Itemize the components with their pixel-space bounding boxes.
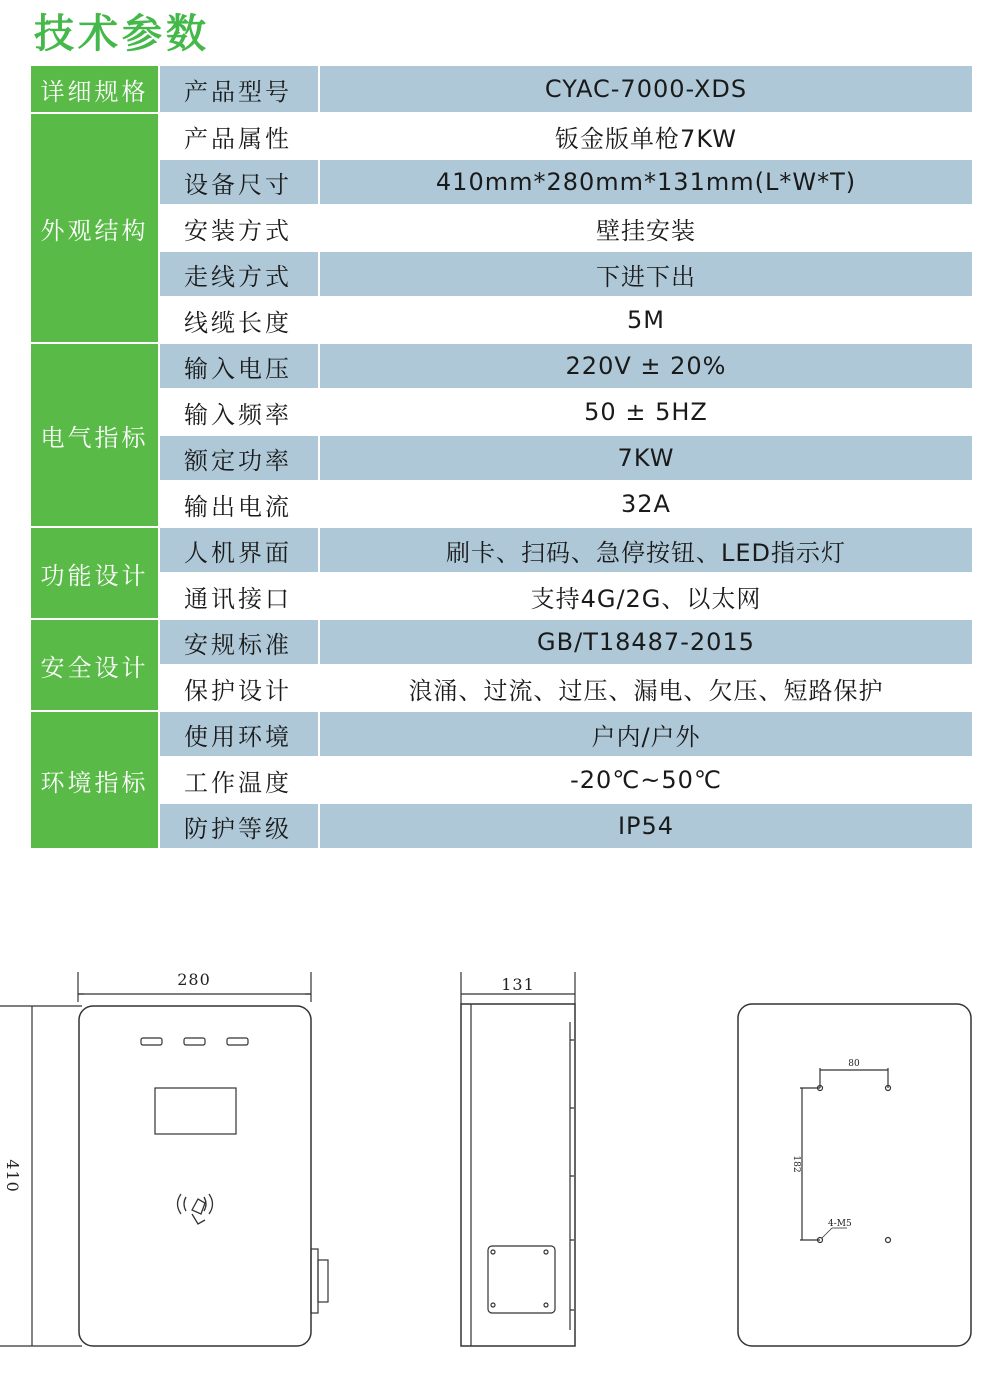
front-width-label: 280 [177,970,211,989]
param-label: 线缆长度 [159,297,319,343]
param-value: 410mm*280mm*131mm(L*W*T) [319,159,972,205]
param-label: 产品型号 [159,66,319,113]
category-cell: 电气指标 [31,343,159,527]
param-value: GB/T18487-2015 [319,619,972,665]
back-view [738,1004,971,1346]
table-row [31,343,972,389]
param-value: 壁挂安装 [319,205,972,251]
param-value: 7KW [319,435,972,481]
param-value: 下进下出 [319,251,972,297]
param-value: 钣金版单枪7KW [319,113,972,159]
side-view [461,972,575,1346]
mount-vertical-label: 182 [791,1155,801,1173]
param-label: 保护设计 [159,665,319,711]
table-row [31,665,972,711]
table-row [31,481,972,527]
param-value: 浪涌、过流、过压、漏电、欠压、短路保护 [319,665,972,711]
spec-table [31,66,972,848]
front-view [0,972,328,1346]
table-row [31,159,972,205]
table-row [31,803,972,848]
page-title: 技术参数 [34,11,210,57]
front-height-label: 410 [3,1159,22,1193]
dimension-drawings [0,940,1000,1373]
param-label: 走线方式 [159,251,319,297]
table-row [31,66,972,113]
param-value: 5M [319,297,972,343]
param-value: 50 ± 5HZ [319,389,972,435]
param-label: 设备尺寸 [159,159,319,205]
table-row [31,527,972,573]
param-label: 防护等级 [159,803,319,848]
param-value: IP54 [319,803,972,848]
table-row [31,757,972,803]
table-row [31,205,972,251]
param-value: 32A [319,481,972,527]
table-row [31,297,972,343]
param-value: CYAC-7000-XDS [319,66,972,113]
param-value: 刷卡、扫码、急停按钮、LED指示灯 [319,527,972,573]
side-thickness-label: 131 [501,975,535,994]
param-label: 额定功率 [159,435,319,481]
category-cell: 功能设计 [31,527,159,619]
param-label: 安装方式 [159,205,319,251]
param-label: 通讯接口 [159,573,319,619]
param-label: 产品属性 [159,113,319,159]
nfc-icon [178,1194,213,1224]
category-cell: 安全设计 [31,619,159,711]
param-label: 使用环境 [159,711,319,757]
param-value: 户内/户外 [319,711,972,757]
mount-horizontal-label: 80 [848,1059,860,1069]
param-label: 工作温度 [159,757,319,803]
mount-screw-label: 4-M5 [828,1219,852,1229]
table-row [31,711,972,757]
table-row [31,619,972,665]
category-cell: 外观结构 [31,113,159,343]
table-row [31,113,972,159]
param-label: 安规标准 [159,619,319,665]
param-label: 人机界面 [159,527,319,573]
param-value: -20℃~50℃ [319,757,972,803]
table-row [31,389,972,435]
param-value: 支持4G/2G、以太网 [319,573,972,619]
category-cell: 环境指标 [31,711,159,848]
param-label: 输出电流 [159,481,319,527]
param-value: 220V ± 20% [319,343,972,389]
table-row [31,251,972,297]
param-label: 输入频率 [159,389,319,435]
table-row [31,573,972,619]
category-cell: 详细规格 [31,66,159,113]
table-row [31,435,972,481]
param-label: 输入电压 [159,343,319,389]
